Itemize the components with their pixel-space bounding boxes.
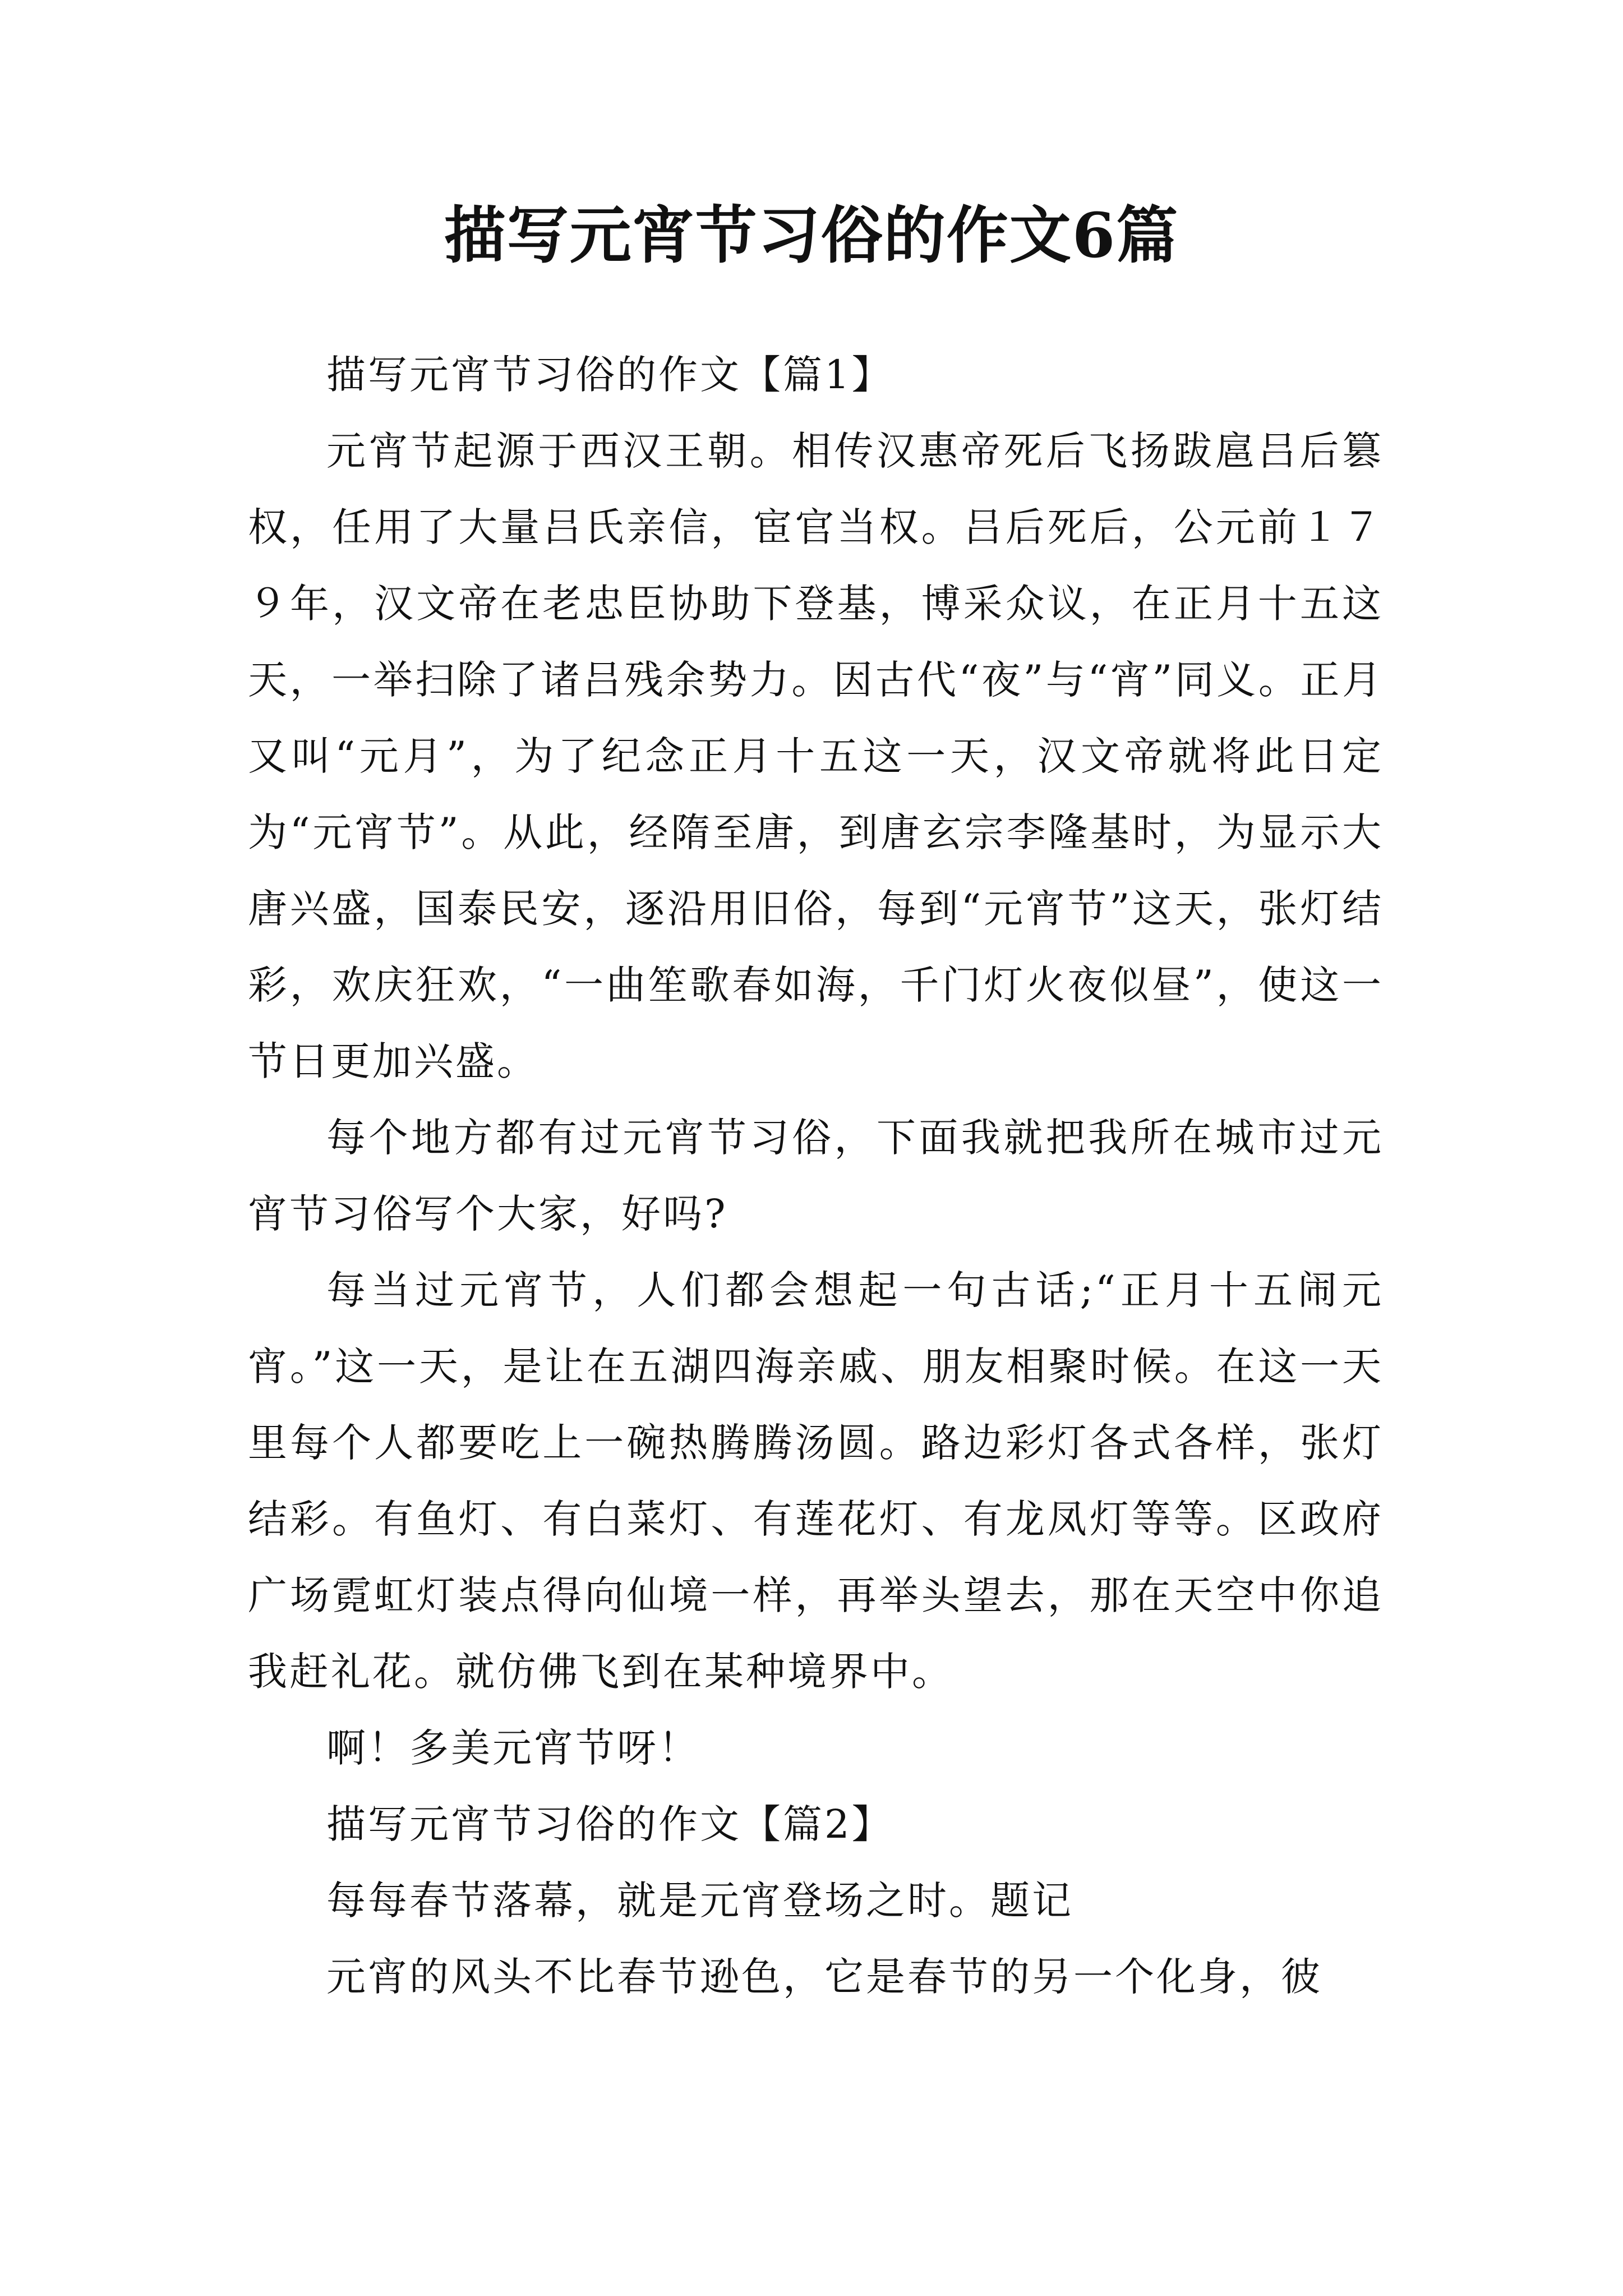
section-heading-1: 描写元宵节习俗的作文【篇1】 <box>326 352 893 398</box>
paragraph: 元宵节起源于西汉王朝。相传汉惠帝死后飞扬跋扈吕后篡权，任用了大量吕氏亲信，宦官当权。吕后死后，公元前１７９年，汉文帝在老忠臣协助下登基，博采众议，在正月十五这天，一举扫除了诸吕残余势力。因古代“夜”与“宵”同义。正月又叫“元月”，为了纪念正月十五这一天，汉文帝就将此日定为“元宵节”。从此，经隋至唐，到唐玄宗李隆基时，为显示大唐兴盛，国泰民安，逐沿用旧俗，每到“元宵节”这天，张灯结彩，欢庆狂欢，“一曲笙歌春如海，千门灯火夜似昼”，使这一节日更加兴盛。 <box>248 428 1384 1084</box>
paragraph: 元宵的风头不比春节逊色，它是春节的另一个化身，彼 <box>326 1954 1322 2000</box>
paragraph: 每个地方都有过元宵节习俗，下面我就把我所在城市过元宵节习俗写个大家，好吗? <box>248 1115 1384 1237</box>
paragraph: 每每春节落幕，就是元宵登场之时。题记 <box>326 1878 1073 1924</box>
paragraph: 每当过元宵节，人们都会想起一句古话;“正月十五闹元宵。”这一天，是让在五湖四海亲戚、朋友相聚时候。在这一天里每个人都要吃上一碗热腾腾汤圆。路边彩灯各式各样，张灯结彩。有鱼灯、有白菜灯、有莲花灯、有龙凤灯等等。区政府广场霓虹灯装点得向仙境一样，再举头望去，那在天空中你追我赶礼花。就仿佛飞到在某种境界中。 <box>248 1267 1384 1695</box>
document-body <box>248 337 1384 2015</box>
paragraph: 啊！多美元宵节呀！ <box>326 1725 700 1771</box>
section-heading-2: 描写元宵节习俗的作文【篇2】 <box>326 1801 893 1847</box>
document-title: 描写元宵节习俗的作文6篇 <box>444 199 1179 272</box>
